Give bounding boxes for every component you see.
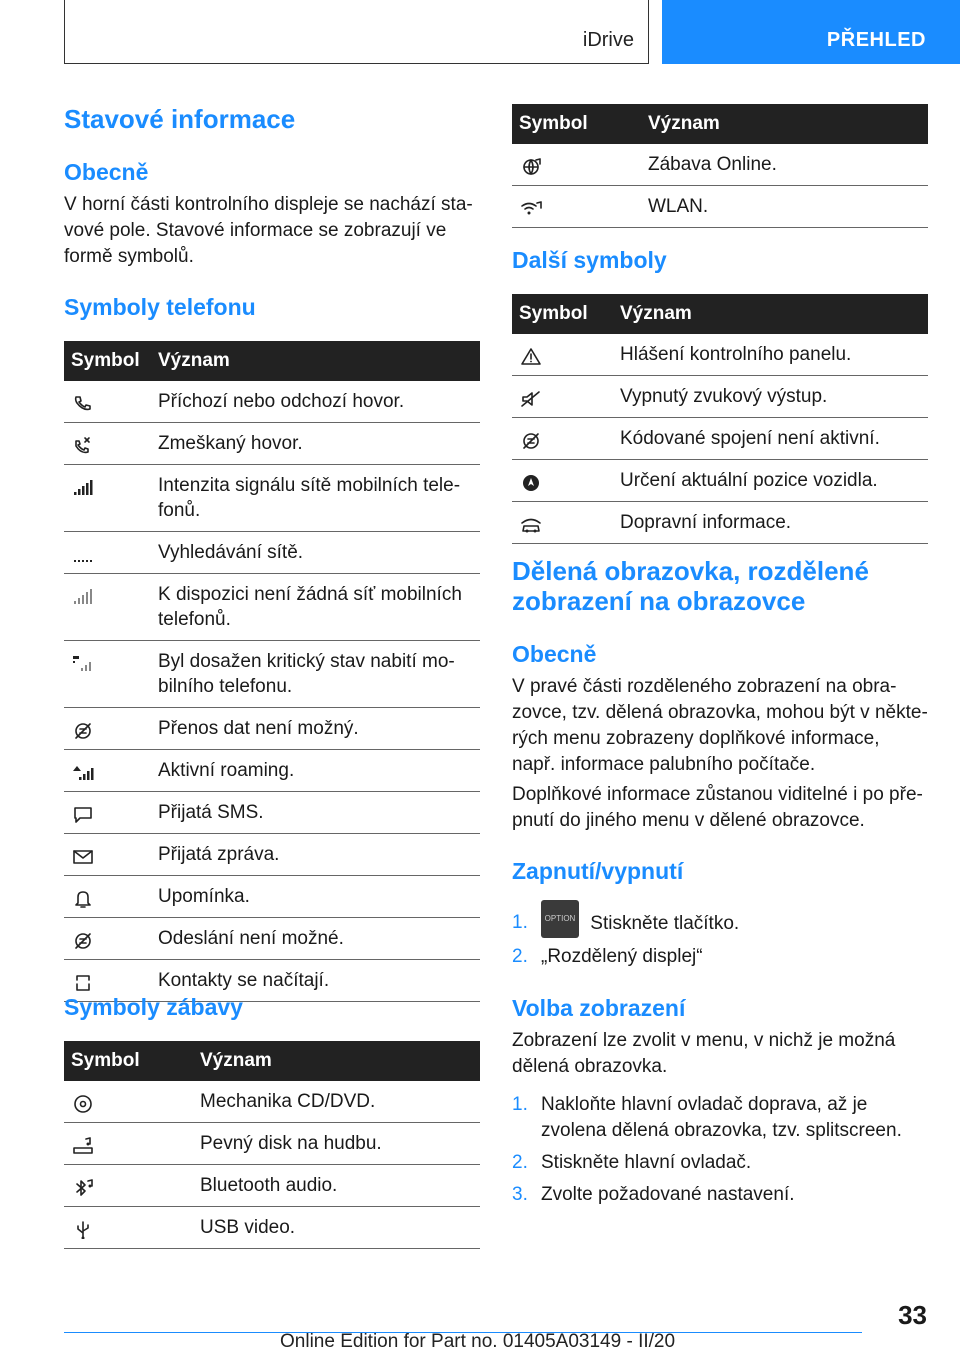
- meaning-cell: Intenzita signálu sítě mobilních telefonů.: [151, 465, 480, 532]
- symbol-cell: [512, 144, 641, 186]
- footer-edition: Online Edition for Part no. 01405A03149 - II/20: [280, 1331, 676, 1352]
- table-row: [64, 423, 480, 465]
- encrypted-off-icon: [519, 430, 543, 450]
- table-row: [64, 641, 480, 708]
- split-text-1: V pravé části rozděleného zobrazení na obrazovce, tzv. dělená obrazovka, mohou být v některých menu zobrazeny doplňkové informace, např. informace palubního počítače.: [512, 676, 928, 775]
- symbol-cell: [64, 381, 151, 423]
- traffic-info-icon: [519, 514, 543, 534]
- network-search-icon: [71, 544, 95, 564]
- data-unavailable-icon: [71, 720, 95, 740]
- entertainment-symbols-heading: Symboly zábavy: [64, 994, 243, 1020]
- meaning-cell: Přijatá SMS.: [151, 792, 480, 834]
- meaning-cell: Kontakty se načítají.: [151, 960, 480, 1002]
- list-item: [512, 910, 928, 938]
- table-row: [64, 918, 480, 960]
- symbol-cell: [64, 1165, 193, 1207]
- phone-symbols-heading: Symboly telefonu: [64, 294, 256, 320]
- phone-call-icon: [71, 393, 95, 413]
- split-screen-title-line2: zobrazení na obrazovce: [512, 586, 806, 616]
- table-row: [64, 465, 480, 532]
- meaning-cell: Určení aktuální pozice vozidla.: [613, 460, 928, 502]
- mute-icon: [519, 388, 543, 408]
- symbol-cell: [512, 502, 613, 544]
- page-title: Stavové informace: [64, 104, 296, 134]
- meaning-cell: Vypnutý zvukový výstup.: [613, 376, 928, 418]
- meaning-cell: Hlášení kontrolního panelu.: [613, 334, 928, 376]
- on-off-heading: Zapnutí/vypnutí: [512, 858, 684, 884]
- symbol-cell: [64, 1123, 193, 1165]
- signal-strength-icon: [71, 477, 95, 497]
- list-item: [512, 1182, 928, 1208]
- table-row: [512, 460, 928, 502]
- col-symbol-header: Symbol: [64, 1041, 193, 1081]
- col-meaning-header: Význam: [613, 294, 928, 334]
- table-row: [64, 574, 480, 641]
- list-item: [512, 1150, 928, 1176]
- cd-dvd-icon: [71, 1093, 95, 1113]
- meaning-cell: Přijatá zpráva.: [151, 834, 480, 876]
- symbol-cell: [64, 792, 151, 834]
- col-meaning-header: Význam: [151, 341, 480, 381]
- meaning-cell: USB video.: [193, 1207, 480, 1249]
- symbol-cell: [64, 1207, 193, 1249]
- hard-disk-music-icon: [71, 1135, 95, 1155]
- meaning-cell: Upomínka.: [151, 876, 480, 918]
- split-text-2: Doplňkové informace zůstanou viditelné i po přepnutí do jiného menu v dělené obrazovce.: [512, 784, 923, 831]
- table-row: [64, 792, 480, 834]
- general-text: V horní části kontrolního displeje se nachází stavové pole. Stavové informace se zobrazují ve formě symbolů.: [64, 194, 473, 267]
- wlan-icon: [519, 198, 543, 218]
- list-item: [512, 1092, 928, 1144]
- step-number: 1.: [512, 912, 528, 933]
- meaning-cell: Přenos dat není možný.: [151, 708, 480, 750]
- meaning-cell: K dispozici není žádná síť mobilních telefonů.: [151, 574, 480, 641]
- meaning-cell: Pevný disk na hudbu.: [193, 1123, 480, 1165]
- location-icon: [519, 472, 543, 492]
- step-text: Stiskněte hlavní ovladač.: [541, 1152, 752, 1173]
- on-off-steps: [512, 910, 928, 976]
- table-row: [512, 502, 928, 544]
- col-meaning-header: Význam: [641, 104, 928, 144]
- entertainment-symbols-table: [64, 1041, 480, 1249]
- meaning-cell: WLAN.: [641, 186, 928, 228]
- symbol-cell: [64, 834, 151, 876]
- symbol-cell: [64, 574, 151, 641]
- meaning-cell: Odeslání není možné.: [151, 918, 480, 960]
- table-row: [512, 144, 928, 186]
- battery-critical-icon: [71, 653, 95, 673]
- usb-video-icon: [71, 1219, 95, 1239]
- symbol-cell: [64, 641, 151, 708]
- symbol-cell: [64, 750, 151, 792]
- table-row: [64, 381, 480, 423]
- symbol-cell: [64, 918, 151, 960]
- other-symbols-heading: Další symboly: [512, 247, 667, 273]
- col-meaning-header: Význam: [193, 1041, 480, 1081]
- table-row: [64, 532, 480, 574]
- symbol-cell: [64, 423, 151, 465]
- view-text: Zobrazení lze zvolit v menu, v nichž je možná dělená obrazovka.: [512, 1030, 896, 1077]
- reminder-bell-icon: [71, 888, 95, 908]
- step-text: Stiskněte tlačítko.: [590, 913, 740, 935]
- warning-triangle-icon: [519, 346, 543, 366]
- missed-call-icon: [71, 435, 95, 455]
- other-symbols-table: [512, 294, 928, 544]
- meaning-cell: Vyhledávání sítě.: [151, 532, 480, 574]
- table-row: [512, 418, 928, 460]
- table-row: [512, 186, 928, 228]
- symbol-cell: [512, 376, 613, 418]
- symbol-cell: [512, 418, 613, 460]
- step-number: 3.: [512, 1184, 528, 1205]
- option-button-icon: OPTION: [541, 900, 579, 938]
- view-selection-heading: Volba zobrazení: [512, 995, 686, 1021]
- meaning-cell: Bluetooth audio.: [193, 1165, 480, 1207]
- table-row: [64, 1081, 480, 1123]
- table-row: [64, 708, 480, 750]
- sms-icon: [71, 804, 95, 824]
- meaning-cell: Zábava Online.: [641, 144, 928, 186]
- send-unavailable-icon: [71, 930, 95, 950]
- header-chapter-tab: PŘEHLED: [662, 0, 960, 64]
- meaning-cell: Příchozí nebo odchozí hovor.: [151, 381, 480, 423]
- step-text: Nakloňte hlavní ovladač doprava, až je zvolena dělená obrazovka, tzv. splitscreen.: [541, 1094, 902, 1141]
- step-text: Zvolte požadované nastavení.: [541, 1184, 795, 1205]
- step-number: 1.: [512, 1094, 528, 1115]
- meaning-cell: Byl dosažen kritický stav nabití mobilního telefonu.: [151, 641, 480, 708]
- symbol-cell: [64, 532, 151, 574]
- table-row: [64, 834, 480, 876]
- symbol-cell: [512, 186, 641, 228]
- meaning-cell: Aktivní roaming.: [151, 750, 480, 792]
- bluetooth-audio-icon: [71, 1177, 95, 1197]
- header-section-label: iDrive: [582, 29, 634, 51]
- symbol-cell: [512, 334, 613, 376]
- meaning-cell: Dopravní informace.: [613, 502, 928, 544]
- split-screen-title-line1: Dělená obrazovka, rozdělené: [512, 556, 869, 586]
- online-symbols-table: [512, 104, 928, 228]
- roaming-icon: [71, 762, 95, 782]
- meaning-cell: Zmeškaný hovor.: [151, 423, 480, 465]
- table-row: [64, 876, 480, 918]
- page-number: 33: [898, 1300, 927, 1330]
- table-row: [64, 1123, 480, 1165]
- table-row: [64, 1207, 480, 1249]
- col-symbol-header: Symbol: [512, 104, 641, 144]
- split-general-heading: Obecně: [512, 641, 597, 667]
- phone-symbols-table: [64, 341, 480, 1002]
- symbol-cell: [64, 465, 151, 532]
- symbol-cell: [512, 460, 613, 502]
- message-icon: [71, 846, 95, 866]
- step-text: „Rozdělený displej“: [541, 946, 703, 967]
- meaning-cell: Kódované spojení není aktivní.: [613, 418, 928, 460]
- table-row: [512, 376, 928, 418]
- table-row: [512, 334, 928, 376]
- contacts-loading-icon: [71, 972, 95, 992]
- no-network-icon: [71, 586, 95, 606]
- symbol-cell: [64, 1081, 193, 1123]
- symbol-cell: [64, 876, 151, 918]
- header-section-box: [64, 0, 649, 64]
- symbol-cell: [64, 708, 151, 750]
- general-heading: Obecně: [64, 159, 149, 185]
- col-symbol-header: Symbol: [64, 341, 151, 381]
- table-row: [64, 1165, 480, 1207]
- table-row: [64, 750, 480, 792]
- step-number: 2.: [512, 946, 528, 967]
- online-entertainment-icon: [519, 156, 543, 176]
- list-item: [512, 944, 928, 970]
- col-symbol-header: Symbol: [512, 294, 613, 334]
- step-number: 2.: [512, 1152, 528, 1173]
- meaning-cell: Mechanika CD/DVD.: [193, 1081, 480, 1123]
- view-steps: [512, 1092, 928, 1214]
